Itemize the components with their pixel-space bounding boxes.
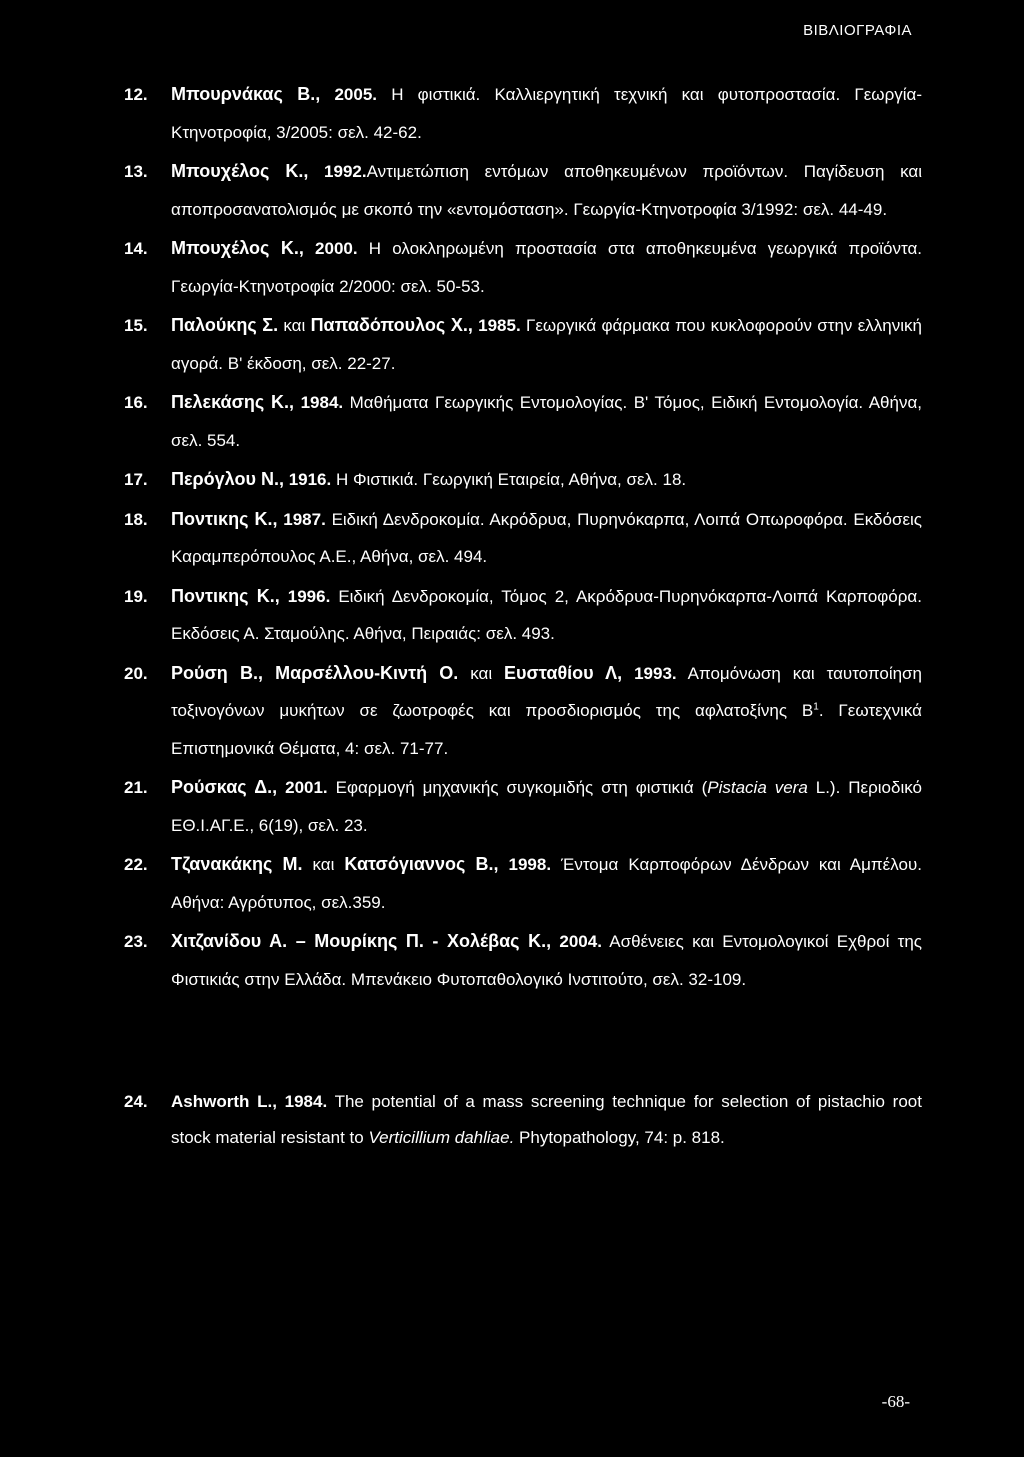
reference-text-end: Phytopathology, 74: p. 818. [514,1128,725,1147]
reference-number: 18. [124,509,148,529]
reference-item [124,384,922,459]
reference-year: 1987. [283,509,326,529]
reference-text-end: L.). Περιοδικό ΕΘ.Ι.ΑΓ.Ε., 6(19), σελ. 23. [171,778,922,835]
reference-authors: Μπουχέλος Κ., [171,161,309,181]
reference-number: 16. [124,393,148,412]
reference-year: 1993. [634,663,677,683]
reference-number: 20. [124,663,148,683]
reference-text-end: . Γεωτεχνικά Επιστημονικά Θέματα, 4: σελ. 71-77. [171,701,922,758]
reference-authors: Παλούκης Σ. [171,315,279,335]
reference-authors: Τζανακάκης Μ. [171,854,303,874]
reference-conjunction: και [470,663,493,683]
reference-number: 19. [124,586,148,606]
reference-text: Απομόνωση και ταυτοποίηση τοξινογόνων μυκήτων σε ζωοτροφές και προσδιορισμός της αφλατοξίνης Β [171,663,923,720]
reference-number: 22. [124,855,148,874]
reference-conjunction: και [312,855,335,874]
reference-year: 1992. [324,162,367,181]
reference-item [124,1084,922,1156]
reference-item [124,461,922,499]
reference-item [124,76,922,151]
reference-item [124,923,922,998]
reference-conjunction: και [283,316,306,335]
reference-authors: Ποντικης Κ., [171,585,280,606]
reference-authors: Ashworth L., [171,1092,277,1111]
reference-authors: Περόγλου Ν., [171,469,284,489]
reference-list [124,76,922,1158]
reference-text: Ειδική Δενδροκομία. Ακρόδρυα, Πυρηνόκαρπα, Λοιπά Οπωροφόρα. Εκδόσεις Καραμπερόπουλος Α.Ε., Αθήνα, σελ. 494. [171,509,922,566]
reference-species-name: Verticillium dahliae. [368,1128,515,1147]
reference-number: 24. [124,1092,148,1111]
reference-authors: Πελεκάσης Κ., [171,392,295,412]
reference-text: Η Φιστικιά. Γεωργική Εταιρεία, Αθήνα, σελ. 18. [335,470,687,489]
reference-number: 15. [124,316,148,335]
reference-authors: Ρούση Β., Μαρσέλλου-Κιντή Ο. [171,662,459,683]
reference-text: Εφαρμογή μηχανικής συγκομιδής στη φιστικιά ( [335,778,708,797]
reference-year: 2005. [334,85,378,104]
reference-authors-second: Παπαδόπουλος Χ., [310,315,473,335]
reference-text: Η ολοκληρωμένη προστασία στα αποθηκευμένα γεωργικά προϊόντα. Γεωργία-Κτηνοτροφία 2/2000: σελ. 50-53. [171,239,922,296]
reference-year: 1984. [300,393,344,412]
reference-text: Ειδική Δενδροκομία, Τόμος 2, Ακρόδρυα-Πυρηνόκαρπα-Λοιπά Καρποφόρα. Εκδόσεις Α. Σταμούλης. Αθήνα, Πειραιάς: σελ. 493. [171,586,922,643]
reference-authors: Χιτζανίδου Α. – Μουρίκης Π. - Χολέβας Κ., [171,931,552,951]
reference-year: 2004. [559,932,602,951]
reference-item [124,153,922,228]
reference-number: 13. [124,162,148,181]
reference-text: Αντιμετώπιση εντόμων αποθηκευμένων προϊόντων. Παγίδευση και αποπροσανατολισμός με σκοπό την «εντομόσταση». Γεωργία-Κτηνοτροφία 3/1992: σελ. 44-49. [171,162,922,219]
reference-text: Έντομα Καρποφόρων Δένδρων και Αμπέλου. Αθήνα: Αγρότυπος, σελ.359. [171,855,922,912]
reference-number: 17. [124,470,148,489]
reference-item [124,655,922,768]
reference-item [124,230,922,305]
reference-species-name: Pistacia vera [707,778,808,797]
reference-authors: Ποντικης Κ., [171,508,278,529]
reference-item [124,501,922,576]
reference-text: Ασθένειες και Εντομολογικοί Εχθροί της Φιστικιάς στην Ελλάδα. Μπενάκειο Φυτοπαθολογικό Ινστιτούτο, σελ. 32-109. [171,932,922,989]
reference-year: 1985. [478,316,521,335]
section-gap [124,1000,922,1084]
reference-authors-second: Κατσόγιαννος Β., [344,854,499,874]
reference-item [124,769,922,844]
reference-number: 12. [124,85,148,104]
reference-text: Γεωργικά φάρμακα που κυκλοφορούν στην ελληνική αγορά. Β' έκδοση, σελ. 22-27. [171,316,922,373]
reference-authors: Μπουρνάκας Β., [171,84,321,104]
reference-item [124,578,922,653]
reference-number: 21. [124,778,148,797]
reference-superscript: 1 [813,701,819,713]
reference-number: 14. [124,239,148,258]
reference-authors: Μπουχέλος Κ., [171,238,304,258]
reference-year: 1916. [288,470,332,489]
reference-year: 1996. [287,586,331,606]
page-number: -68- [881,1392,910,1411]
reference-number: 23. [124,932,148,951]
reference-authors-second: Ευσταθίου Λ, [504,662,623,683]
reference-year: 1998. [508,855,552,874]
reference-text: The potential of a mass screening technique for selection of pistachio root stock material resistant to [171,1092,922,1147]
reference-text: Η φιστικιά. Καλλιεργητική τεχνική και φυτοπροστασία. Γεωργία-Κτηνοτροφία, 3/2005: σελ. 42-62. [171,85,923,142]
reference-year: 2001. [285,778,328,797]
reference-year: 1984. [284,1092,328,1111]
reference-year: 2000. [315,239,358,258]
reference-item [124,307,922,382]
reference-text: Μαθήματα Γεωργικής Εντομολογίας. Β' Τόμος, Ειδική Εντομολογία. Αθήνα, σελ. 554. [171,393,923,450]
reference-authors: Ρούσκας Δ., [171,777,278,797]
running-header: ΒΙΒΛΙΟΓΡΑΦΙΑ [803,22,912,39]
reference-item [124,846,922,921]
